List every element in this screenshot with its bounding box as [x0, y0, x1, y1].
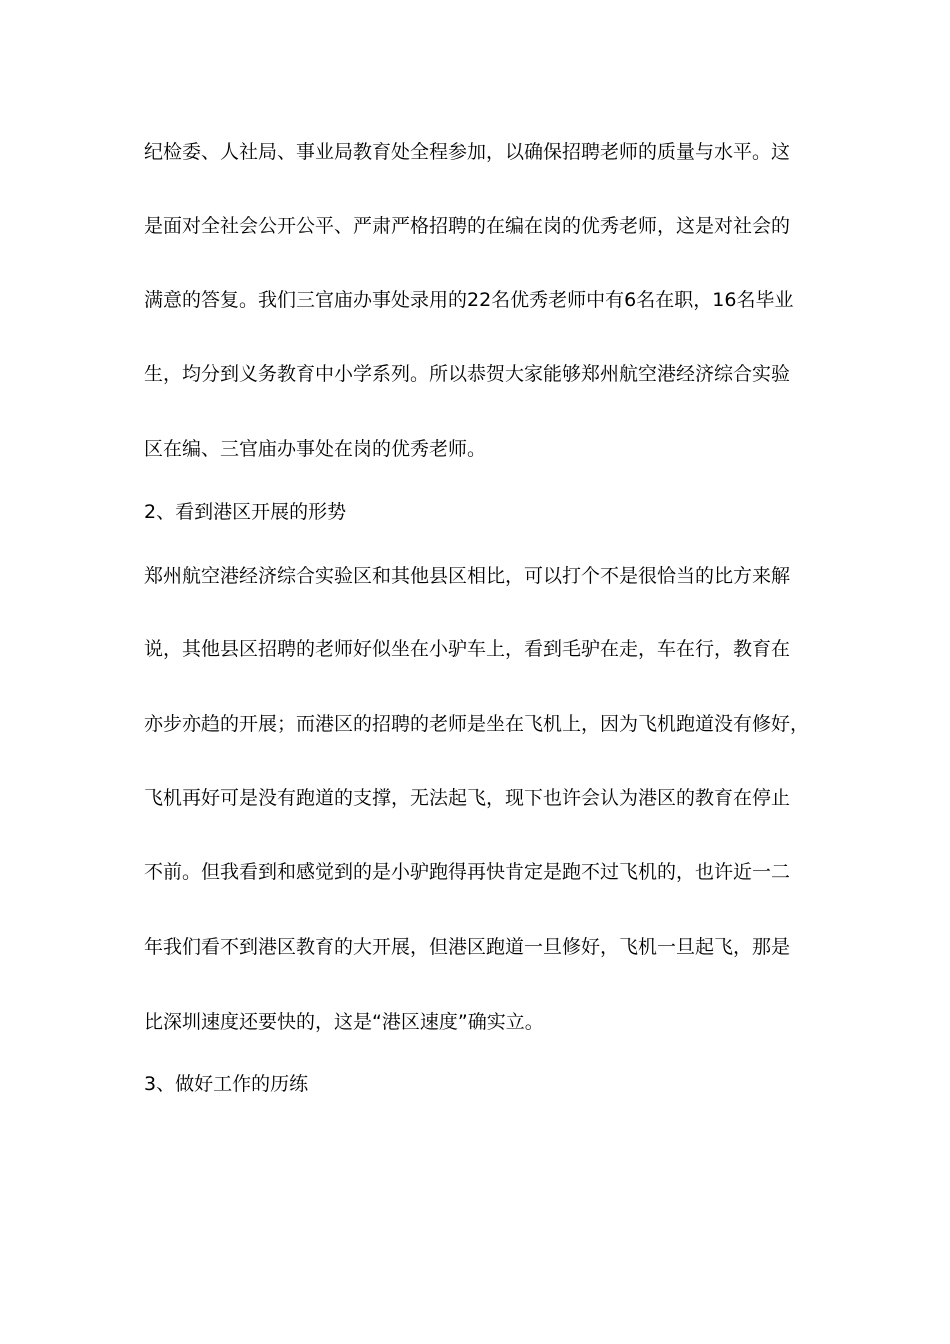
paragraph-2-line-3: 亦步亦趋的开展；而港区的招聘的老师是坐在飞机上，因为飞机跑道没有修好， — [144, 713, 810, 735]
paragraph-2-line-6: 年我们看不到港区教育的大开展，但港区跑道一旦修好，飞机一旦起飞，那是 — [144, 936, 791, 958]
paragraph-2-line-4: 飞机再好可是没有跑道的支撑，无法起飞，现下也许会认为港区的教育在停止 — [144, 787, 791, 809]
paragraph-2-line-1: 郑州航空港经济综合实验区和其他县区相比，可以打个不是很恰当的比方来解 — [144, 565, 791, 587]
paragraph-2-line-7: 比深圳速度还要快的，这是“港区速度”确实立。 — [144, 1011, 544, 1033]
paragraph-2-line-5: 不前。但我看到和感觉到的是小驴跑得再快肯定是跑不过飞机的，也许近一二 — [144, 861, 791, 883]
paragraph-1-line-2: 是面对全社会公开公平、严肃严格招聘的在编在岗的优秀老师，这是对社会的 — [144, 215, 791, 237]
paragraph-2-line-2: 说，其他县区招聘的老师好似坐在小驴车上，看到毛驴在走，车在行，教育在 — [144, 638, 791, 660]
paragraph-1-line-1: 纪检委、人社局、事业局教育处全程参加，以确保招聘老师的质量与水平。这 — [144, 141, 791, 163]
section-heading-2: 2、看到港区开展的形势 — [144, 501, 347, 523]
section-heading-3: 3、做好工作的历练 — [144, 1073, 309, 1095]
paragraph-1-line-4: 生，均分到义务教育中小学系列。所以恭贺大家能够郑州航空港经济综合实验 — [144, 363, 791, 385]
paragraph-1-line-3: 满意的答复。我们三官庙办事处录用的22名优秀老师中有6名在职，16名毕业 — [144, 289, 794, 311]
paragraph-1-line-5: 区在编、三官庙办事处在岗的优秀老师。 — [144, 438, 487, 460]
